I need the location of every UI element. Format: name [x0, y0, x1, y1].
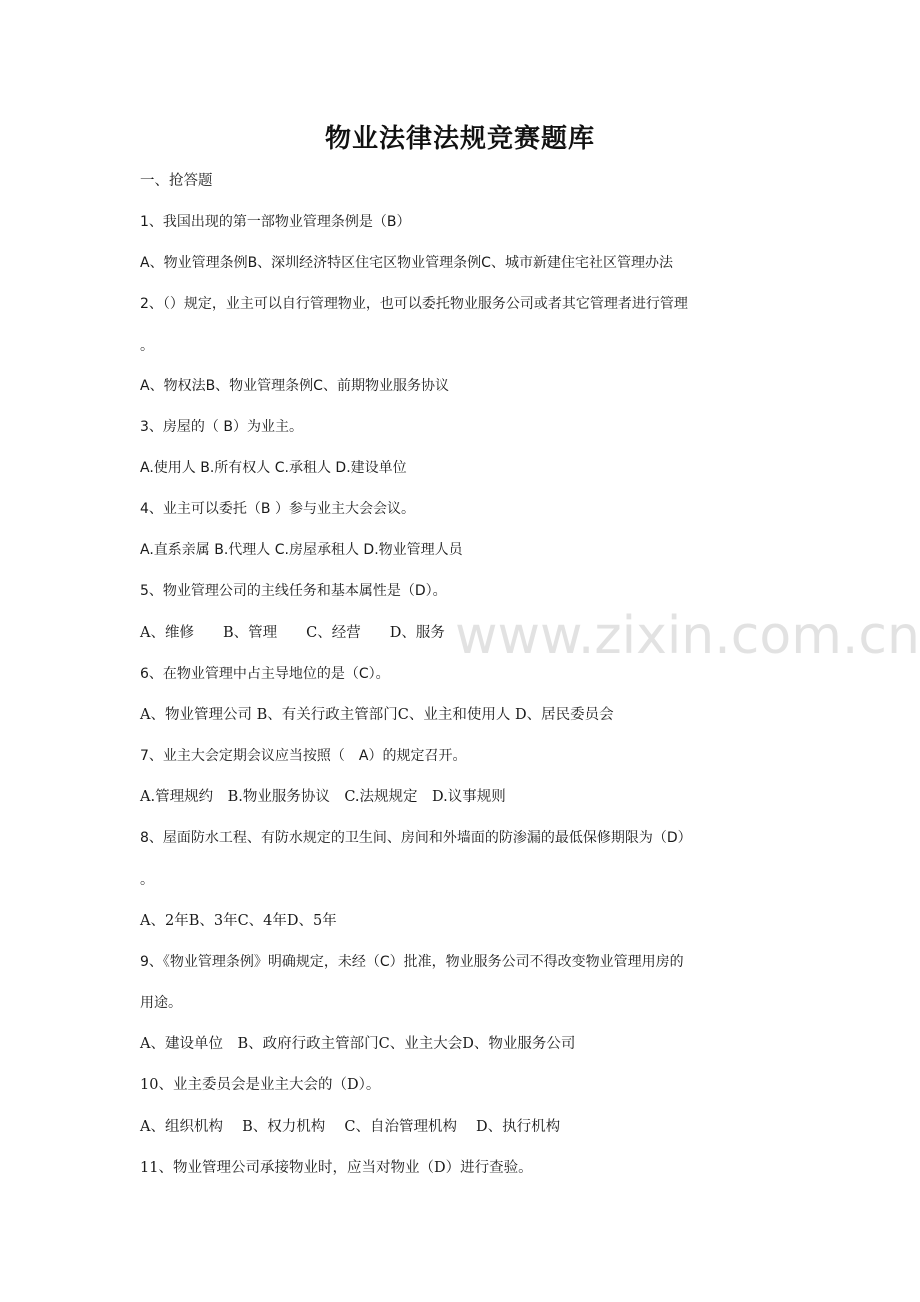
question-8: 8、屋面防水工程、有防水规定的卫生间、房间和外墙面的防渗漏的最低保修期限为（D） [140, 830, 692, 846]
question-11: 11、物业管理公司承接物业时，应当对物业（D）进行查验。 [140, 1160, 533, 1176]
question-3: 3、房屋的（ B）为业主。 [140, 419, 303, 435]
question-9-continued: 用途。 [140, 995, 182, 1011]
section-heading: 一、抢答题 [140, 173, 213, 189]
question-4: 4、业主可以委托（B ）参与业主大会会议。 [140, 501, 415, 517]
question-10: 10、业主委员会是业主大会的（D）。 [140, 1077, 381, 1093]
question-1: 1、我国出现的第一部物业管理条例是（B） [140, 214, 411, 230]
question-8-continued: 。 [140, 872, 154, 888]
question-4-options: A.直系亲属 B.代理人 C.房屋承租人 D.物业管理人员 [140, 542, 463, 558]
watermark-text: www.zixin.com.cn [455, 606, 920, 666]
question-6: 6、在物业管理中占主导地位的是（C）。 [140, 666, 390, 682]
question-9: 9、《物业管理条例》明确规定，未经（C）批准，物业服务公司不得改变物业管理用房的 [140, 954, 684, 970]
question-5: 5、物业管理公司的主线任务和基本属性是（D）。 [140, 583, 447, 599]
question-2-continued: 。 [140, 338, 154, 354]
question-9-options: A、建设单位 B、政府行政主管部门C、业主大会D、物业服务公司 [140, 1036, 576, 1052]
question-6-options: A、物业管理公司 B、有关行政主管部门C、业主和使用人 D、居民委员会 [140, 707, 614, 723]
question-10-options: A、组织机构 B、权力机构 C、自治管理机构 D、执行机构 [140, 1119, 561, 1135]
question-7-options: A.管理规约 B.物业服务协议 C.法规规定 D.议事规则 [140, 789, 506, 805]
question-3-options: A.使用人 B.所有权人 C.承租人 D.建设单位 [140, 460, 407, 476]
question-5-options: A、维修 B、管理 C、经营 D、服务 [140, 625, 445, 641]
question-7: 7、业主大会定期会议应当按照（ A）的规定召开。 [140, 748, 467, 764]
question-8-options: A、2年B、3年C、4年D、5年 [140, 913, 337, 929]
document-title: 物业法律法规竞赛题库 [324, 124, 595, 154]
question-1-options: A、物业管理条例B、深圳经济特区住宅区物业管理条例C、城市新建住宅社区管理办法 [140, 255, 673, 271]
question-2: 2、（）规定，业主可以自行管理物业，也可以委托物业服务公司或者其它管理者进行管理 [140, 296, 688, 312]
question-2-options: A、物权法B、物业管理条例C、前期物业服务协议 [140, 378, 449, 394]
